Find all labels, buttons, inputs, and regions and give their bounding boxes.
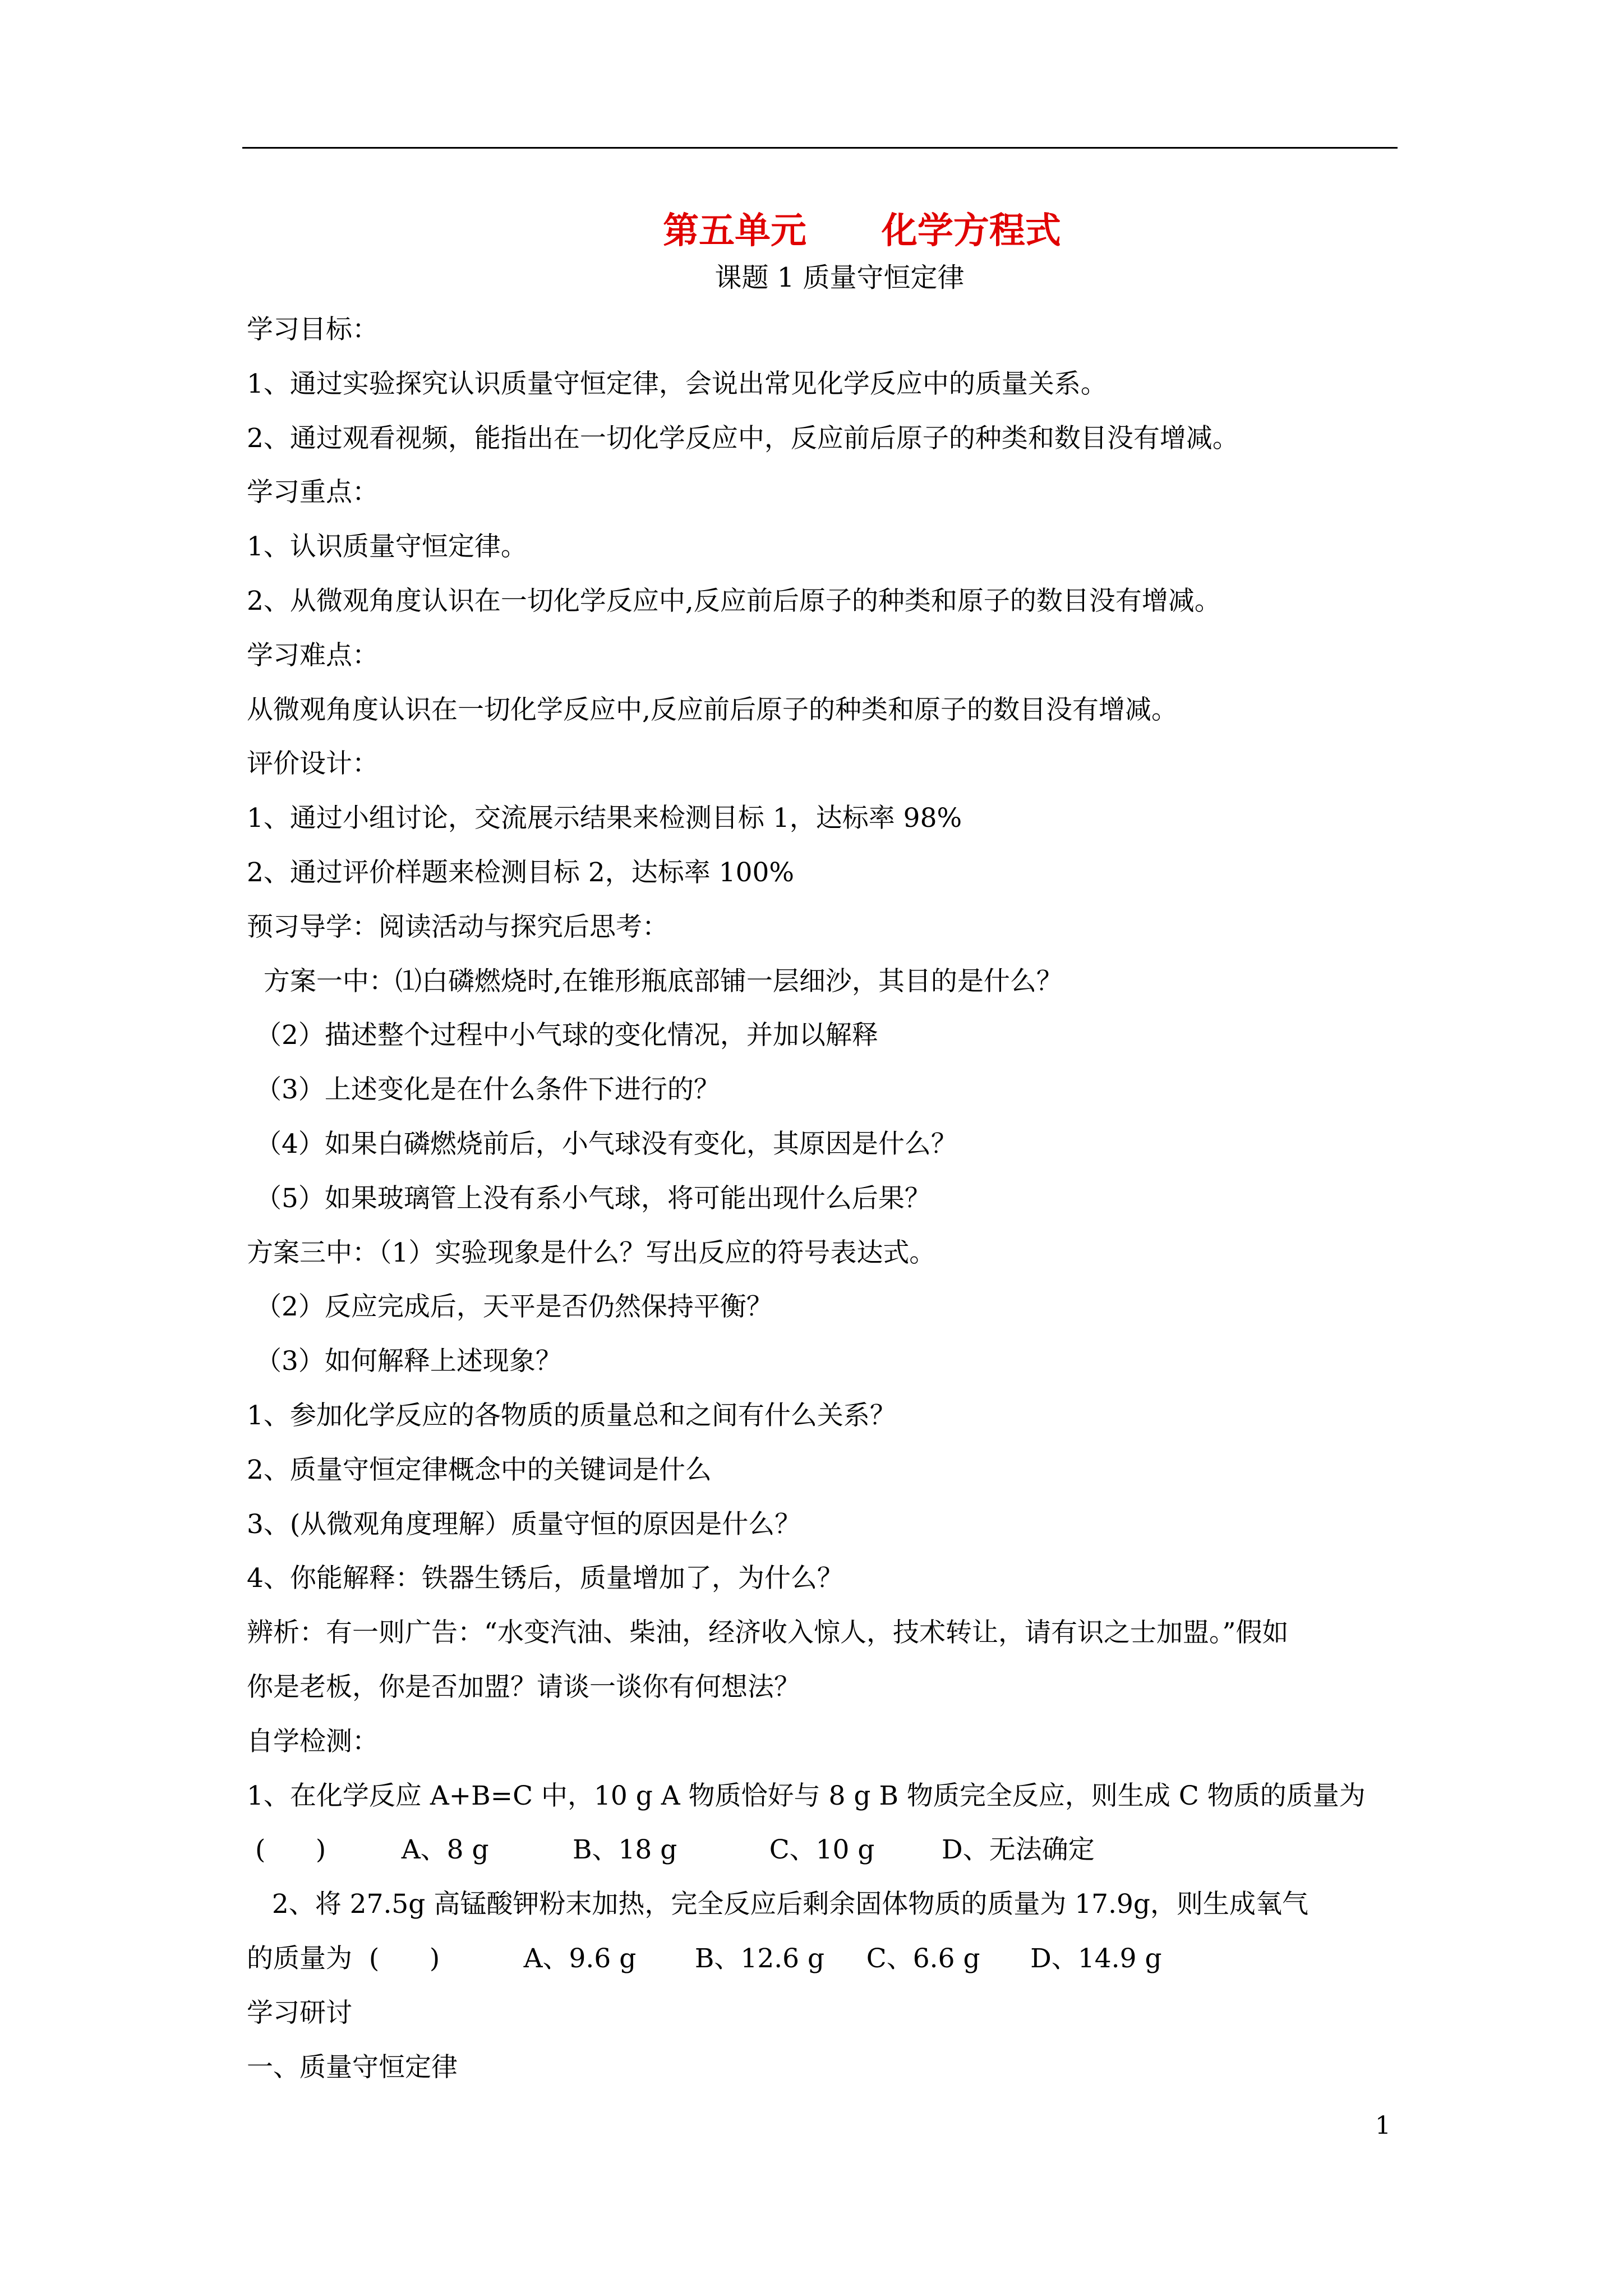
- text-line: 从微观角度认识在一切化学反应中,反应前后原子的种类和原子的数目没有增减。: [247, 694, 1178, 725]
- text-line: 1、参加化学反应的各物质的质量总和之间有什么关系？: [247, 1400, 896, 1431]
- text-line: 自学检测：: [247, 1726, 379, 1757]
- text-line: （2）反应完成后，天平是否仍然保持平衡？: [247, 1291, 773, 1323]
- document-body: [247, 303, 1403, 2095]
- text-line: 2、通过观看视频，能指出在一切化学反应中，反应前后原子的种类和数目没有增减。: [247, 422, 1239, 454]
- text-line: 评价设计：: [247, 748, 379, 780]
- text-line: 学习研讨: [247, 1997, 352, 2028]
- unit-title: 第五单元 化学方程式: [663, 210, 1061, 252]
- text-line: 2、通过评价样题来检测目标 2，达标率 100%: [247, 857, 795, 888]
- header-rule: [242, 147, 1398, 149]
- text-line: 2、从微观角度认识在一切化学反应中,反应前后原子的种类和原子的数目没有增减。: [247, 585, 1221, 616]
- text-line: （3）上述变化是在什么条件下进行的？: [247, 1074, 720, 1106]
- lesson-subtitle: 课题 1 质量守恒定律: [714, 262, 965, 293]
- text-line: 1、认识质量守恒定律。: [247, 531, 527, 563]
- text-line: 1、通过实验探究认识质量守恒定律，会说出常见化学反应中的质量关系。: [247, 368, 1107, 399]
- text-line: 2、质量守恒定律概念中的关键词是什么: [247, 1454, 712, 1485]
- text-line: （2）描述整个过程中小气球的变化情况，并加以解释: [247, 1020, 878, 1051]
- page-number: 1: [1375, 2111, 1391, 2140]
- text-line: 3、(从微观角度理解）质量守恒的原因是什么？: [247, 1508, 801, 1540]
- text-line: （3）如何解释上述现象？: [247, 1346, 562, 1377]
- text-line: 辨析：有一则广告：“水变汽油、柴油，经济收入惊人，技术转让，请有识之士加盟。”假如: [247, 1617, 1289, 1649]
- text-line: ( ) A、8 g B、18 g C、10 g D、无法确定: [247, 1834, 1095, 1866]
- text-line: 1、在化学反应 A+B=C 中，10 g A 物质恰好与 8 g B 物质完全反应，则生成 C 物质的质量为: [247, 1780, 1366, 1811]
- text-line: 4、你能解释：铁器生锈后，质量增加了，为什么？: [247, 1563, 843, 1594]
- text-line: 一、质量守恒定律: [247, 2051, 458, 2083]
- text-line: （4）如果白磷燃烧前后，小气球没有变化，其原因是什么？: [247, 1128, 957, 1159]
- text-line: 学习目标：: [247, 314, 379, 345]
- text-line: （5）如果玻璃管上没有系小气球，将可能出现什么后果？: [247, 1182, 931, 1214]
- text-line: 2、将 27.5g 高锰酸钾粉末加热，完全反应后剩余固体物质的质量为 17.9g，则生成氧气: [247, 1889, 1309, 1920]
- text-line: 预习导学：阅读活动与探究后思考：: [247, 911, 668, 942]
- text-line: 方案三中：（1）实验现象是什么？写出反应的符号表达式。: [247, 1237, 936, 1268]
- text-line: 学习难点：: [247, 639, 379, 671]
- text-line: 的质量为 ( ) A、9.6 g B、12.6 g C、6.6 g D、14.9 g: [247, 1943, 1162, 1974]
- text-line: 学习重点：: [247, 477, 379, 508]
- text-line: 1、通过小组讨论，交流展示结果来检测目标 1，达标率 98%: [247, 803, 962, 834]
- text-line: 你是老板，你是否加盟？请谈一谈你有何想法？: [247, 1671, 800, 1703]
- text-line: 方案一中：⑴白磷燃烧时,在锥形瓶底部铺一层细沙，其目的是什么？: [247, 965, 1063, 997]
